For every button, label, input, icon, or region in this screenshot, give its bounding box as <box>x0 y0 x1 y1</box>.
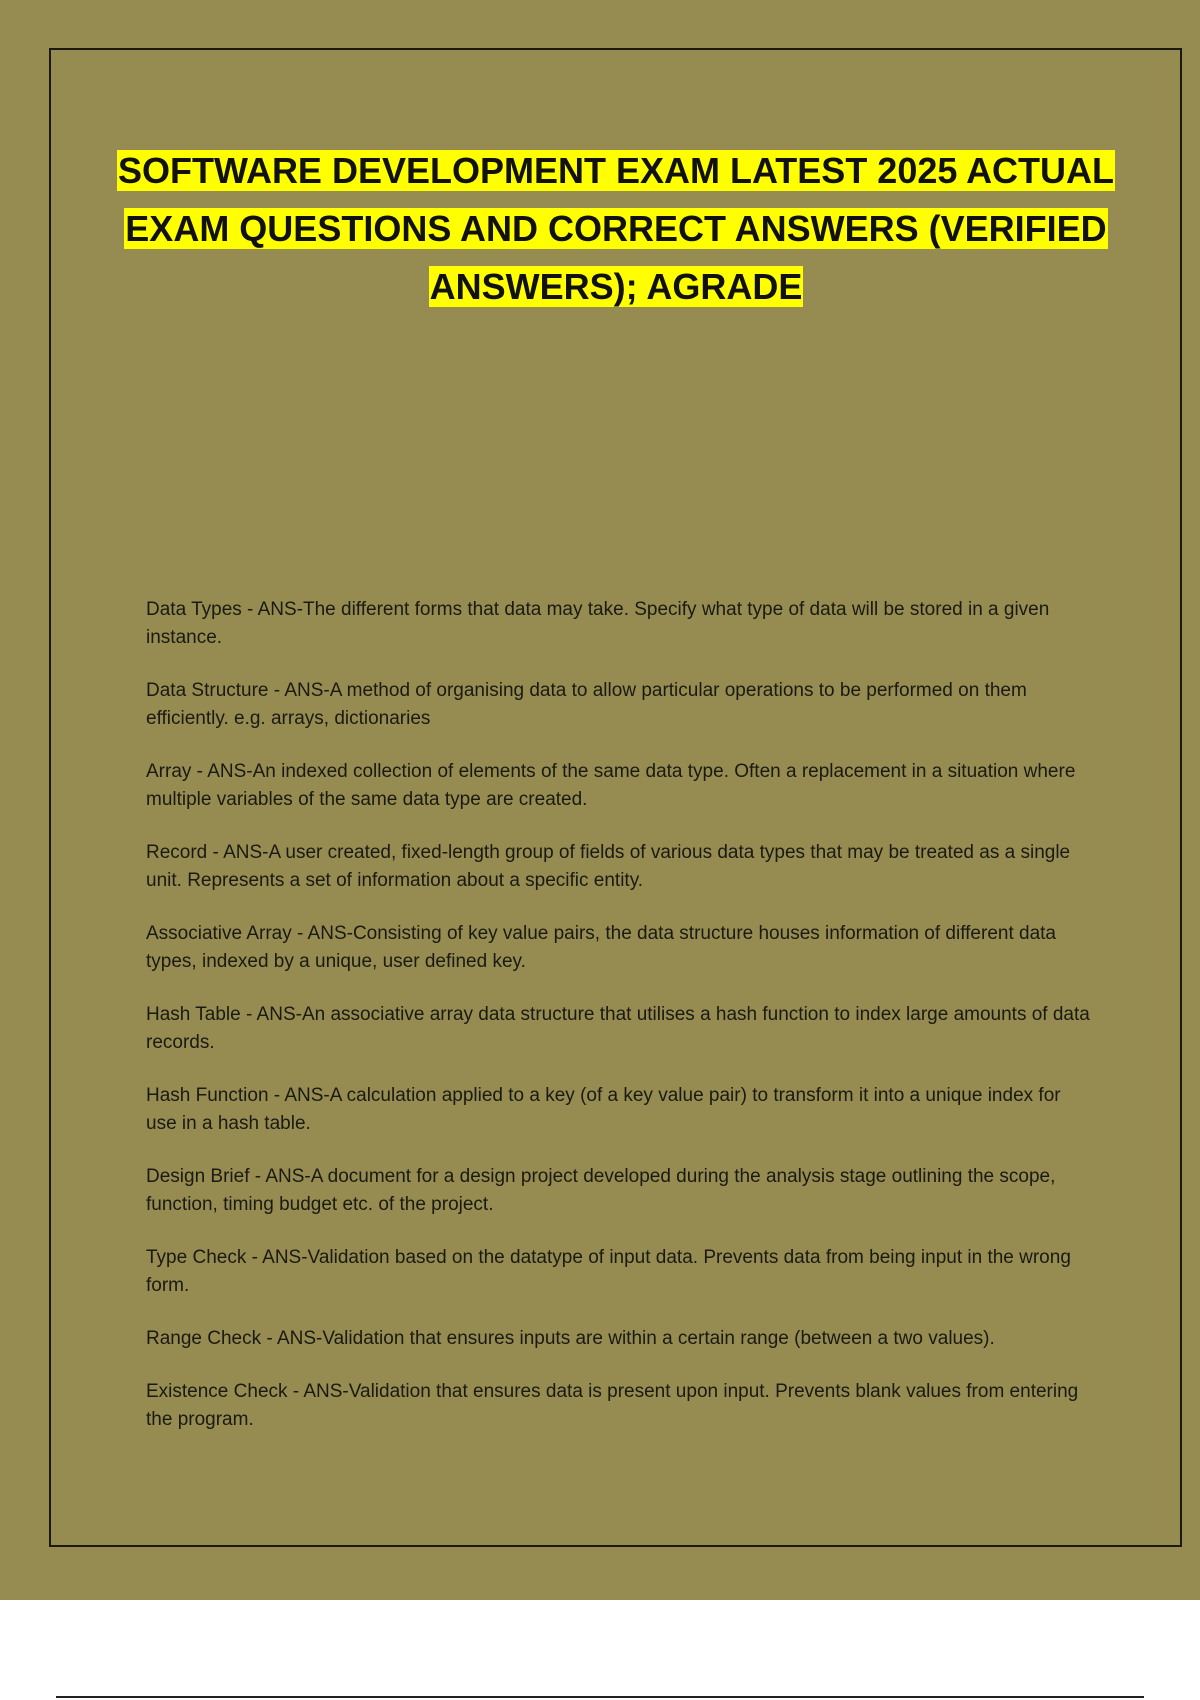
definition-item: Data Structure - ANS-A method of organising data to allow particular operations to be performed on them efficiently. e.g. arrays, dictionaries <box>146 680 1027 729</box>
definition-item: Range Check - ANS-Validation that ensures inputs are within a certain range (between a two values). <box>146 1328 995 1349</box>
definition-item: Hash Table - ANS-An associative array data structure that utilises a hash function to index large amounts of data records. <box>146 1004 1090 1053</box>
definition-item: Record - ANS-A user created, fixed-length group of fields of various data types that may be treated as a single unit. Represents a set of information about a specific entity. <box>146 842 1071 891</box>
definition-item: Design Brief - ANS-A document for a design project developed during the analysis stage outlining the scope, function, timing budget etc. of the project. <box>146 1166 1056 1215</box>
definition-list <box>146 596 1090 1459</box>
footer-divider <box>56 1696 1144 1698</box>
definition-item: Hash Function - ANS-A calculation applied to a key (of a key value pair) to transform it into a unique index for use in a hash table. <box>146 1085 1061 1134</box>
document-title-text: SOFTWARE DEVELOPMENT EXAM LATEST 2025 ACTUAL EXAM QUESTIONS AND CORRECT ANSWERS (VERIFIED ANSWERS); AGRADE <box>117 150 1115 307</box>
definition-item: Array - ANS-An indexed collection of elements of the same data type. Often a replacement in a situation where multiple variables of the same data type are created. <box>146 761 1076 810</box>
definition-item: Data Types - ANS-The different forms that data may take. Specify what type of data will be stored in a given instance. <box>146 599 1050 648</box>
document-title <box>100 142 1132 316</box>
definition-item: Existence Check - ANS-Validation that ensures data is present upon input. Prevents blank values from entering the program. <box>146 1381 1079 1430</box>
definition-item: Associative Array - ANS-Consisting of key value pairs, the data structure houses information of different data types, indexed by a unique, user defined key. <box>146 923 1056 972</box>
definition-item: Type Check - ANS-Validation based on the datatype of input data. Prevents data from being input in the wrong form. <box>146 1247 1071 1296</box>
